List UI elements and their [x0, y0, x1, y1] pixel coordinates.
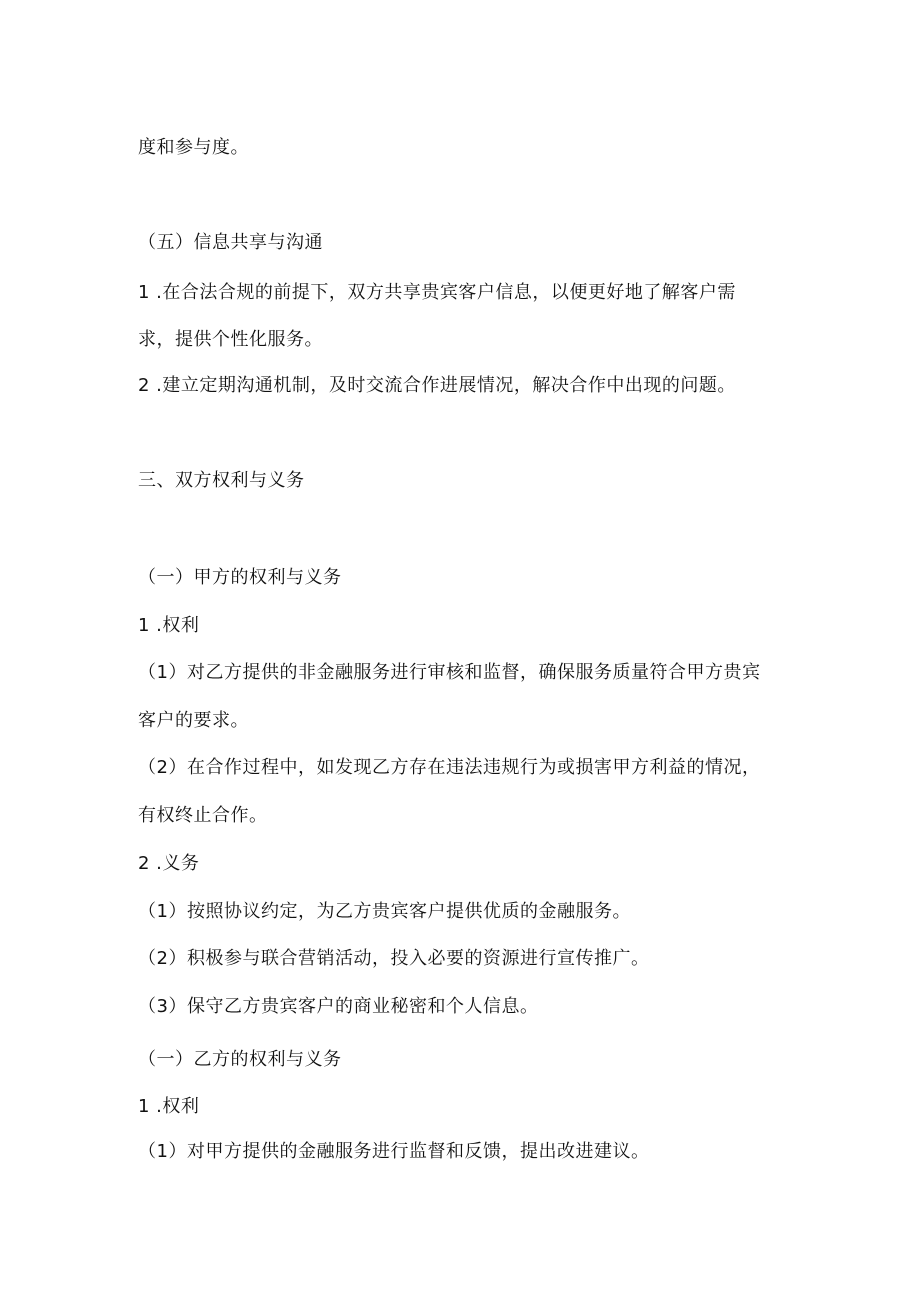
- clause-a-rights-2-continuation: 有权终止合作。: [138, 805, 268, 826]
- clause-a-obligations-3: （3）保守乙方贵宾客户的商业秘密和个人信息。: [138, 996, 539, 1017]
- clause-a-obligations-1: （1）按照协议约定，为乙方贵宾客户提供优质的金融服务。: [138, 901, 631, 922]
- section-heading-party-a: （一）甲方的权利与义务: [138, 567, 342, 588]
- list-item-2: 2 .建立定期沟通机制，及时交流合作进展情况，解决合作中出现的问题。: [138, 375, 736, 396]
- clause-a-rights-2: （2）在合作过程中，如发现乙方存在违法违规行为或损害甲方利益的情况，: [138, 757, 761, 778]
- subheading-obligations: 2 .义务: [138, 853, 200, 874]
- clause-b-rights-1: （1）对甲方提供的金融服务进行监督和反馈，提出改进建议。: [138, 1141, 650, 1162]
- clause-a-rights-1: （1）对乙方提供的非金融服务进行审核和监督，确保服务质量符合甲方贵宾: [138, 662, 761, 683]
- section-heading-info-sharing: （五）信息共享与沟通: [138, 232, 323, 253]
- subheading-rights-b: 1 .权利: [138, 1096, 200, 1117]
- paragraph-continuation: 度和参与度。: [138, 137, 249, 158]
- clause-a-rights-1-continuation: 客户的要求。: [138, 710, 249, 731]
- chapter-heading-rights-obligations: 三、双方权利与义务: [138, 470, 305, 491]
- list-item-1: 1 .在合法合规的前提下，双方共享贵宾客户信息，以便更好地了解客户需: [138, 282, 736, 303]
- clause-a-obligations-2: （2）积极参与联合营销活动，投入必要的资源进行宣传推广。: [138, 948, 650, 969]
- subheading-rights: 1 .权利: [138, 615, 200, 636]
- section-heading-party-b: （一）乙方的权利与义务: [138, 1049, 342, 1070]
- list-item-1-continuation: 求，提供个性化服务。: [138, 329, 323, 350]
